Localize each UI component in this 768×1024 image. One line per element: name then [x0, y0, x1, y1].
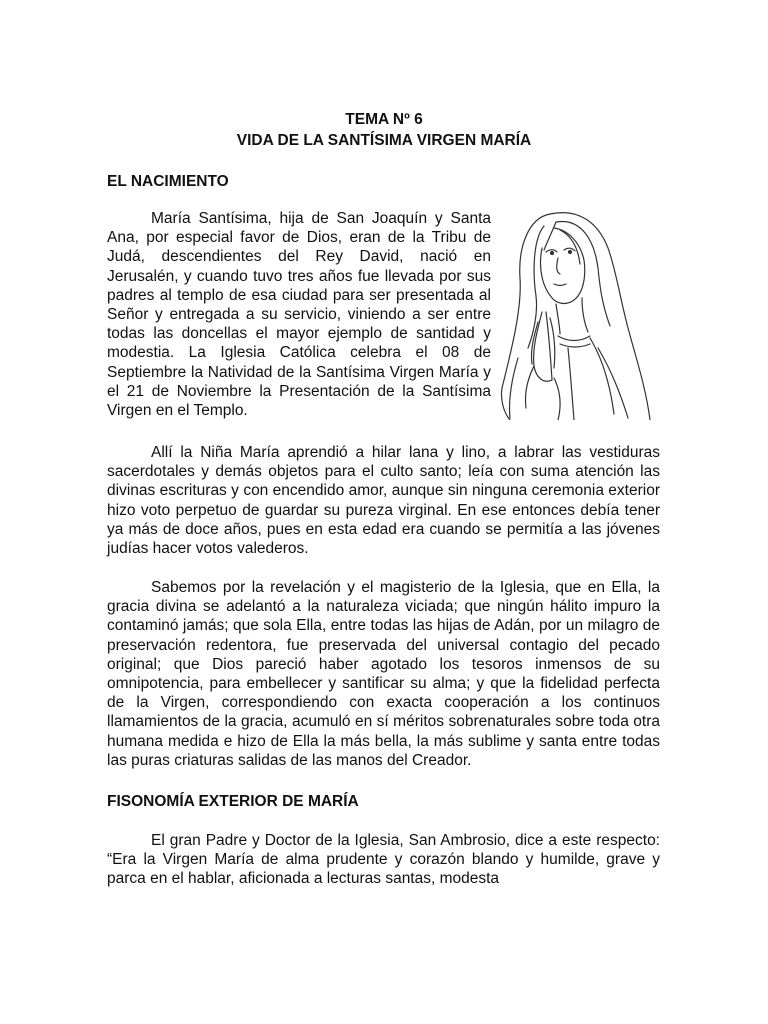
document-title-number: TEMA Nº 6 — [345, 111, 423, 128]
paragraph-4: El gran Padre y Doctor de la Iglesia, San Ambrosio, dice a este respecto: “Era la Virgen María de alma prudente y corazón blando y humilde, grave y parca en el hablar, aficionada a lecturas santas, modesta — [107, 832, 660, 888]
virgin-mary-illustration — [498, 208, 654, 420]
document-title: VIDA DE LA SANTÍSIMA VIRGEN MARÍA — [236, 132, 532, 149]
virgin-mary-praying-icon — [498, 208, 654, 420]
paragraph-3: Sabemos por la revelación y el magisterio de la Iglesia, que en Ella, la gracia divina se adelantó a la naturaleza viciada; que ningún hálito impuro la contaminó jamás; que sola Ella, entre todas las hijas de Adán, por un milagro de preservación redentora, fue preservada del universal contagio del pecado original; que Dios pareció haber agotado los tesoros inmensos de su omnipotencia, para embellecer y santificar su alma; y que la fidelidad perfecta de la Virgen, correspondiendo con exacta cooperación a los continuos llamamientos de la gracia, acumuló en sí méritos sobrenaturales sobre toda otra humana medida e hizo de Ella la más bella, la más sublime y santa entre todas las puras criaturas salidas de las manos del Creador. — [107, 579, 660, 769]
section-heading-fisonomia: FISONOMÍA EXTERIOR DE MARÍA — [107, 793, 359, 810]
paragraph-2: Allí la Niña María aprendió a hilar lana y lino, a labrar las vestiduras sacerdotales y demás objetos para el culto santo; leía con suma atención las divinas escrituras y con encendido amor, aunque sin ninguna ceremonia exterior hizo voto perpetuo de guardar su pureza virginal. En ese entonces debía tener ya más de doce años, pues en esta edad era cuando se permitía a las jóvenes judías hacer votos valederos. — [107, 444, 660, 558]
paragraph-1: María Santísima, hija de San Joaquín y Santa Ana, por especial favor de Dios, eran de la Tribu de Judá, descendientes del Rey David, nació en Jerusalén, y cuando tuvo tres años fue llevada por sus padres al templo de esa ciudad para ser presentada al Señor y entregada a su servicio, viniendo a ser entre todas las doncellas el mayor ejemplo de santidad y modestia. La Iglesia Católica celebra el 08 de Septiembre la Natividad de la Santísima Virgen María y el 21 de Noviembre la Presentación de la Santísima Virgen en el Templo. — [107, 210, 491, 420]
section-heading-nacimiento: EL NACIMIENTO — [107, 173, 229, 190]
